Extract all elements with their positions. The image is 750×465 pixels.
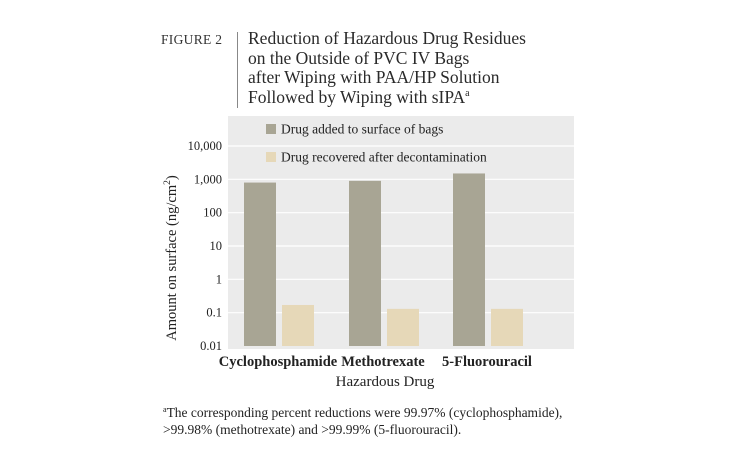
footnote-line-2: >99.98% (methotrexate) and >99.99% (5-fluorouracil). [163, 422, 462, 437]
footnote-marker: a [163, 405, 167, 414]
legend-swatch [266, 152, 276, 162]
figure-title-line-1: Reduction of Hazardous Drug Residues [248, 28, 526, 48]
legend-label: Drug added to surface of bags [281, 121, 444, 137]
footnote [163, 404, 562, 438]
y-tick-labels [188, 139, 222, 353]
bar-recovered [282, 305, 314, 346]
bar-recovered [491, 309, 523, 346]
figure-title-superscript: a [465, 87, 470, 99]
y-tick-label: 10,000 [187, 139, 222, 153]
y-tick-label: 1,000 [193, 172, 222, 187]
x-tick-label: Cyclophosphamide [218, 354, 338, 370]
x-axis-label: Hazardous Drug [335, 374, 435, 390]
y-tick-label: 0.01 [200, 339, 222, 353]
y-axis-label-text: Amount on surface (ng/cm [164, 184, 180, 341]
figure-title-line-3: after Wiping with PAA/HP Solution [248, 67, 500, 87]
y-tick-label: 10 [209, 239, 222, 253]
x-tick-label: Methotrexate [341, 354, 425, 370]
y-tick-label: 1 [215, 272, 222, 287]
x-tick-label: 5-Fluorouracil [442, 354, 532, 370]
footnote-line-1 [163, 404, 562, 421]
y-axis-label-suffix: ) [164, 175, 180, 181]
legend-swatch [266, 124, 276, 134]
bar-added [244, 183, 276, 346]
y-tick-label: 100 [203, 205, 222, 220]
bar-added [349, 181, 381, 346]
figure-title-line-2: on the Outside of PVC IV Bags [248, 47, 470, 68]
footnote-line-1-text: The corresponding percent reductions were 99.97% (cyclophosphamide), [166, 405, 563, 420]
bar-added [453, 173, 485, 346]
y-axis-label [163, 175, 180, 341]
legend-label: Drug recovered after decontamination [281, 149, 487, 165]
bar-recovered [387, 309, 419, 346]
y-axis-label-superscript: 2 [163, 180, 173, 185]
y-tick-label: 0.1 [206, 305, 222, 320]
figure-title-line-4-text: Followed by Wiping with sIPA [248, 86, 466, 107]
figure-label: FIGURE 2 [161, 32, 223, 47]
x-tick-labels [219, 354, 532, 370]
